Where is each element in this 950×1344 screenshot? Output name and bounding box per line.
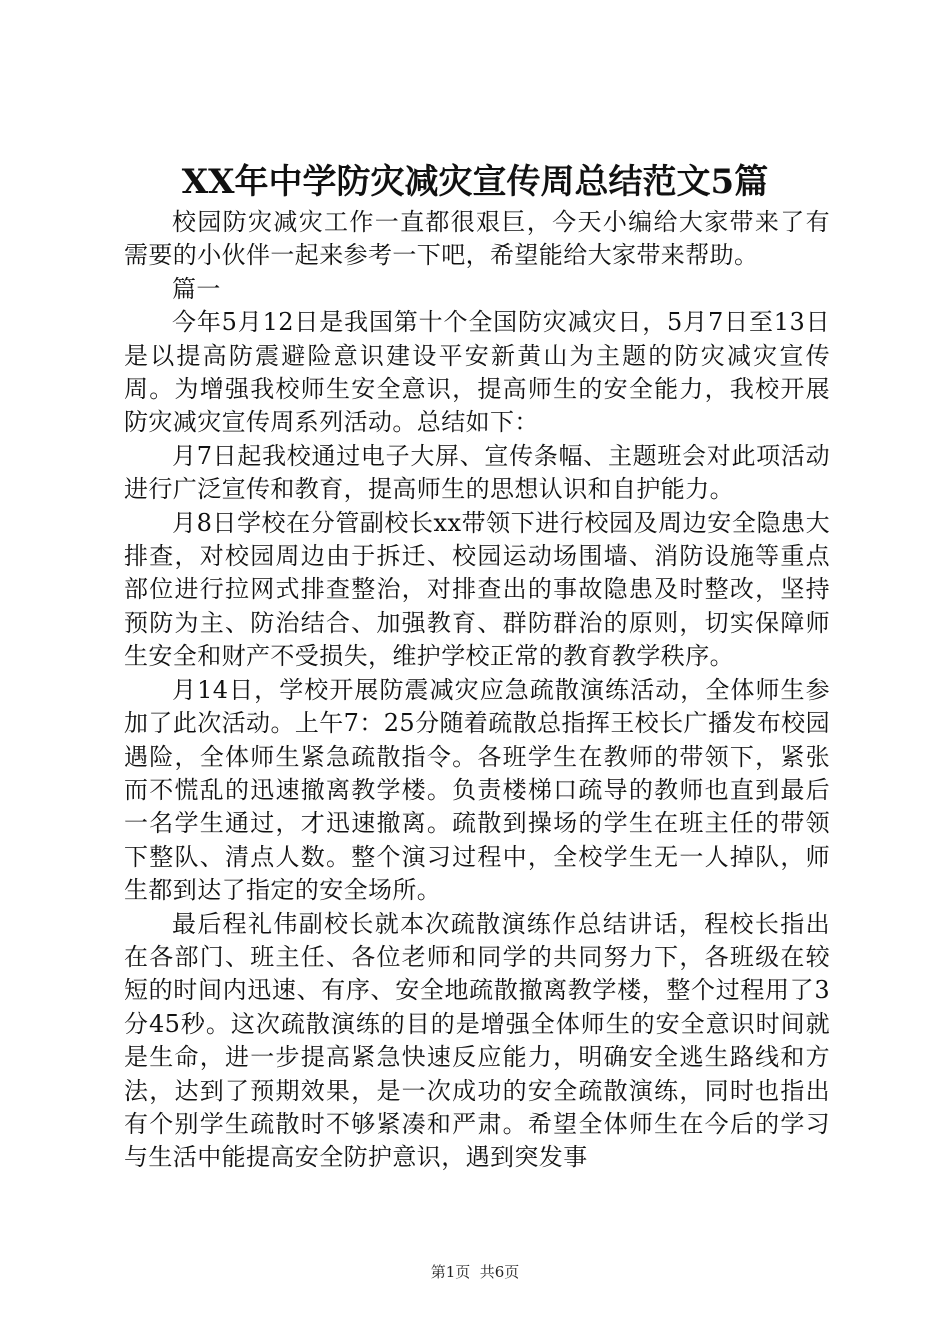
paragraph-summary: 最后程礼伟副校长就本次疏散演练作总结讲话，程校长指出在各部门、班主任、各位老师和同学的共同努力下，各班级在较短的时间内迅速、有序、安全地疏散撤离教学楼，整个过程用了3分45秒。这次疏散演练的目的是增强全体师生的安全意识时间就是生命，进一步提高紧急快速反应能力，明确安全逃生路线和方法，达到了预期效果，是一次成功的安全疏散演练，同时也指出有个别学生疏散时不够紧凑和严肃。希望全体师生在今后的学习与生活中能提高安全防护意识，遇到突发事 bbox=[124, 909, 830, 1172]
paragraph-intro: 校园防灾减灾工作一直都很艰巨，今天小编给大家带来了有需要的小伙伴一起来参考一下吧，希望能给大家带来帮助。 bbox=[124, 208, 830, 270]
paragraph-publicity: 月7日起我校通过电子大屏、宣传条幅、主题班会对此项活动进行广泛宣传和教育，提高师生的思想认识和自护能力。 bbox=[124, 441, 830, 504]
document-body bbox=[124, 206, 830, 1175]
paragraph-drill: 月14日，学校开展防震减灾应急疏散演练活动，全体师生参加了此次活动。上午7：25分随着疏散总指挥王校长广播发布校园遇险，全体师生紧急疏散指令。各班学生在教师的带领下，紧张而不慌乱的迅速撤离教学楼。负责楼梯口疏导的教师也直到最后一名学生通过，才迅速撤离。疏散到操场的学生在班主任的带领下整队、清点人数。整个演习过程中，全校学生无一人掉队，师生都到达了指定的安全场所。 bbox=[124, 675, 830, 905]
paragraph-inspection: 月8日学校在分管副校长xx带领下进行校园及周边安全隐患大排查，对校园周边由于拆迁、校园运动场围墙、消防设施等重点部位进行拉网式排查整治，对排查出的事故隐患及时整改，坚持预防为主、防治结合、加强教育、群防群治的原则，切实保障师生安全和财产不受损失，维护学校正常的教育教学秩序。 bbox=[124, 508, 830, 671]
document-title: XX年中学防灾减灾宣传周总结范文5篇 bbox=[181, 162, 769, 202]
paragraph-section-heading: 篇一 bbox=[172, 274, 221, 303]
page-number-footer: 第1页 共6页 bbox=[430, 1263, 520, 1281]
paragraph-overview: 今年5月12日是我国第十个全国防灾减灾日，5月7日至13日是以提高防震避险意识建设平安新黄山为主题的防灾减灾宣传周。为增强我校师生安全意识，提高师生的安全能力，我校开展防灾减灾宣传周系列活动。总结如下： bbox=[124, 308, 830, 437]
